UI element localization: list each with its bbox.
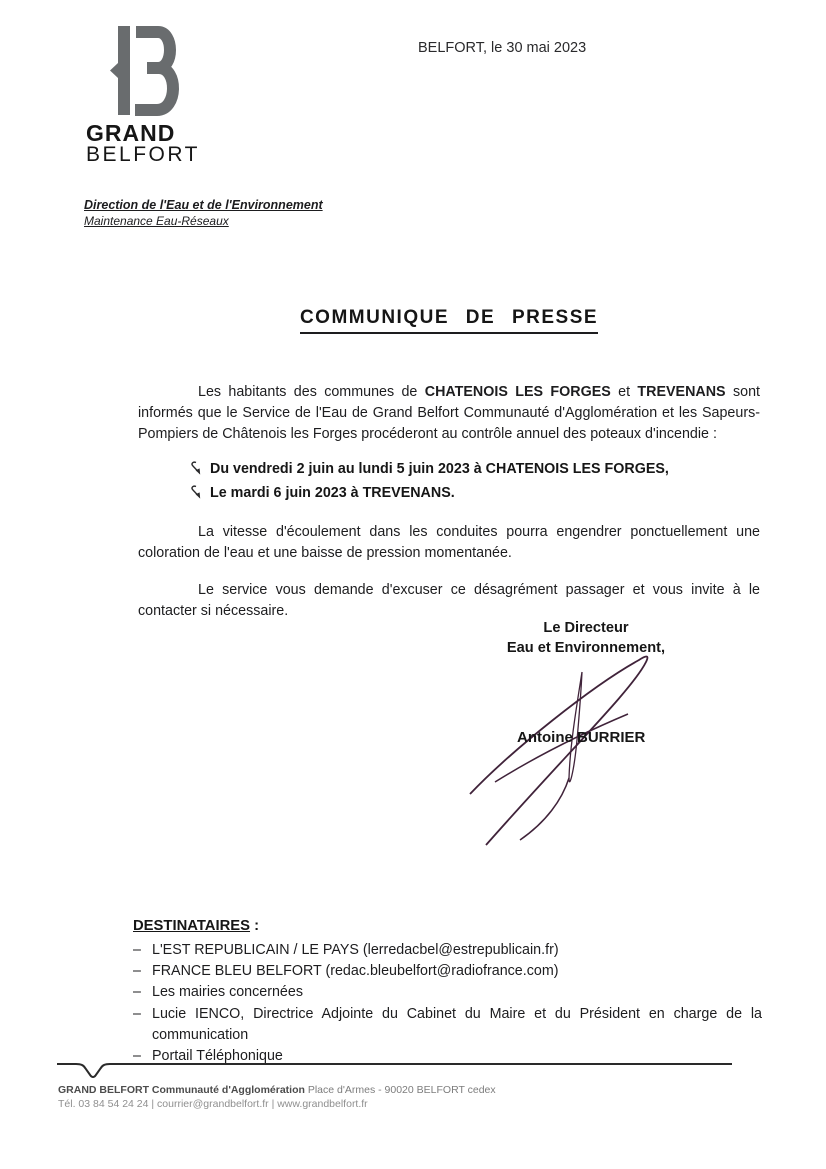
list-item — [133, 940, 762, 961]
dash-bullet: – — [133, 1048, 141, 1065]
paragraph-intro — [138, 382, 760, 445]
body-column — [138, 382, 760, 622]
schedule-item-text: Le mardi 6 juin 2023 à TREVENANS. — [210, 485, 455, 501]
recipients-heading — [133, 918, 762, 934]
title-wrap — [138, 307, 760, 334]
list-item — [133, 961, 762, 982]
footer-contact-line: Tél. 03 84 54 24 24 | courrier@grandbelfort.fr | www.grandbelfort.fr — [58, 1098, 368, 1110]
dash-bullet: – — [133, 1005, 141, 1022]
recipients-section — [133, 918, 762, 1067]
belfort-b-icon — [102, 24, 182, 118]
logo-wordmark-grand: GRAND — [86, 120, 176, 146]
p1-lead: Les habitants des communes de — [198, 384, 425, 400]
handwritten-signature — [450, 642, 710, 857]
footer-org-address: Place d'Armes - 90020 BELFORT cedex — [304, 1084, 496, 1096]
signatory-title-line2: Eau et Environnement, — [506, 640, 666, 656]
curved-arrow-bullet-icon — [190, 461, 210, 483]
recipient-text: L'EST REPUBLICAIN / LE PAYS (lerredacbel@estrepublicain.fr) — [152, 942, 559, 958]
dash-bullet: – — [133, 942, 141, 958]
page-title: COMMUNIQUE DE PRESSE — [300, 307, 598, 334]
recipient-text: Portail Téléphonique — [152, 1048, 283, 1065]
signatory-title-line1: Le Directeur — [543, 620, 629, 636]
footer — [58, 1083, 496, 1111]
recipient-text: FRANCE BLEU BELFORT (redac.bleubelfort@radiofrance.com) — [152, 963, 559, 980]
department-service: Maintenance Eau-Réseaux — [84, 214, 229, 228]
grand-belfort-logo — [86, 24, 200, 166]
p1-commune-1: CHATENOIS LES FORGES — [424, 384, 611, 400]
list-item — [133, 982, 762, 1003]
recipients-heading-text: DESTINATAIRES — [133, 918, 251, 934]
logo-wordmark-belfort: BELFORT — [86, 143, 200, 166]
list-item — [190, 483, 760, 507]
paragraph-water-speed: La vitesse d'écoulement dans les conduites pourra engendrer ponctuellement une coloration de l'eau et une baisse de pression momentanée. — [138, 524, 760, 561]
schedule-list — [138, 459, 760, 507]
p1-commune-2: TREVENANS — [637, 384, 726, 400]
recipients-list — [133, 940, 762, 1067]
dateline: BELFORT, le 30 mai 2023 — [418, 40, 587, 56]
schedule-item-text: Du vendredi 2 juin au lundi 5 juin 2023 à CHATENOIS LES FORGES, — [210, 461, 669, 477]
list-item — [133, 1004, 762, 1046]
recipient-text: Lucie IENCO, Directrice Adjointe du Cabinet du Maire et du Président en charge de la communication — [152, 1005, 762, 1043]
footer-rule-with-brace-notch — [57, 1062, 735, 1082]
recipients-heading-colon: : — [250, 918, 260, 934]
paragraph-apology: Le service vous demande d'excuser ce désagrément passager et vous invite à le contacter si nécessaire. — [138, 582, 760, 619]
p1-rest: sont informés que le Service de l'Eau de Grand Belfort Communauté d'Agglomération et les Sapeurs-Pompiers de Châtenois les Forges procéderont au contrôle annuel des poteaux d'incendie : — [138, 384, 760, 442]
footer-address-line — [58, 1083, 496, 1097]
curved-arrow-bullet-icon — [190, 485, 210, 507]
footer-org-name: GRAND BELFORT Communauté d'Agglomération — [58, 1084, 305, 1096]
list-item — [190, 459, 760, 483]
dash-bullet: – — [133, 984, 141, 1001]
dash-bullet: – — [133, 963, 141, 980]
p1-mid: et — [610, 384, 638, 400]
recipient-text: Les mairies concernées — [152, 984, 303, 1001]
department-block — [84, 197, 323, 229]
signatory-name: Antoine BURRIER — [517, 729, 646, 746]
department-name: Direction de l'Eau et de l'Environnement — [84, 198, 323, 212]
